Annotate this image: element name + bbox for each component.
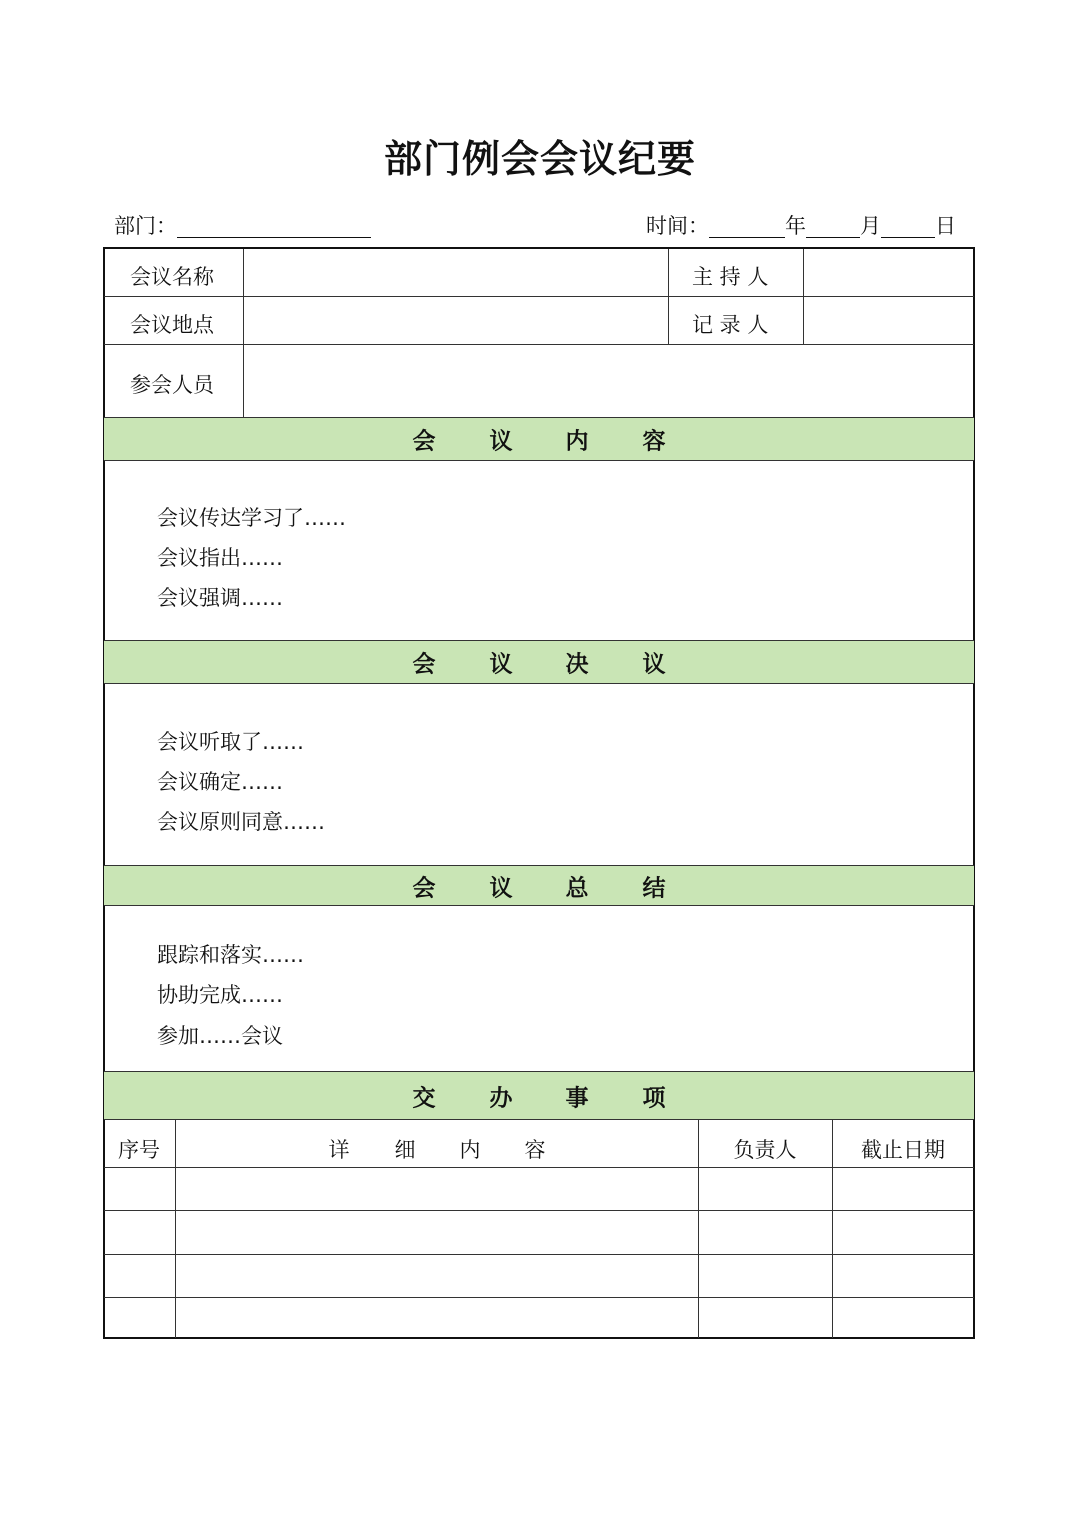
section-title-char: 议 <box>642 651 666 678</box>
section-header-summary <box>104 865 974 906</box>
task-header-index: 序号 <box>118 1138 160 1162</box>
month-label: 月 <box>860 214 881 238</box>
section-title-char: 结 <box>642 875 666 901</box>
section-title-char: 事 <box>565 1085 589 1111</box>
section-header-resolution <box>104 640 974 684</box>
year-blank[interactable] <box>709 215 785 238</box>
summary-line-3: 参加……会议 <box>157 1024 283 1048</box>
page-title: 部门例会会议纪要 <box>383 137 696 181</box>
location-label: 会议地点 <box>130 313 214 337</box>
time-label: 时间： <box>646 214 709 238</box>
task-header-detail-char: 详 <box>328 1138 350 1162</box>
department-blank[interactable] <box>177 215 371 238</box>
section-title-char: 总 <box>565 875 589 901</box>
year-label: 年 <box>785 214 806 238</box>
task-header-detail-char: 容 <box>524 1138 546 1162</box>
section-title-char: 议 <box>489 651 513 678</box>
attendees-input[interactable] <box>244 345 973 417</box>
meeting-name-input[interactable] <box>244 249 668 296</box>
section-title-char: 决 <box>565 651 589 678</box>
month-blank[interactable] <box>806 215 860 238</box>
day-blank[interactable] <box>881 215 935 238</box>
task-header-owner: 负责人 <box>733 1138 797 1162</box>
task-header-deadline: 截止日期 <box>861 1138 945 1162</box>
task-row-2[interactable] <box>104 1211 974 1254</box>
section-title-char: 交 <box>412 1085 436 1111</box>
host-label: 主 持 人 <box>692 265 769 289</box>
date-field <box>646 212 956 240</box>
department-field <box>114 212 371 240</box>
content-line-1: 会议传达学习了…… <box>157 506 346 530</box>
task-row-3[interactable] <box>104 1255 974 1297</box>
recorder-input[interactable] <box>804 297 973 344</box>
meeting-name-label: 会议名称 <box>130 265 214 289</box>
attendees-label: 参会人员 <box>130 373 214 397</box>
section-title-char: 会 <box>412 651 436 678</box>
section-title-char: 会 <box>412 428 436 455</box>
day-label: 日 <box>935 214 956 238</box>
section-title-char: 议 <box>489 875 513 901</box>
content-line-2: 会议指出…… <box>157 546 283 570</box>
task-header-detail-char: 细 <box>394 1138 416 1162</box>
department-label: 部门： <box>114 214 177 238</box>
section-title-char: 会 <box>412 875 436 901</box>
section-title-char: 办 <box>489 1085 513 1111</box>
location-input[interactable] <box>244 297 668 344</box>
recorder-label: 记 录 人 <box>692 313 769 337</box>
summary-line-1: 跟踪和落实…… <box>157 943 304 967</box>
task-row-4[interactable] <box>104 1298 974 1338</box>
host-input[interactable] <box>804 249 973 296</box>
content-line-3: 会议强调…… <box>157 586 283 610</box>
task-header-detail-char: 内 <box>459 1138 481 1162</box>
task-row-1[interactable] <box>104 1168 974 1210</box>
section-title-char: 议 <box>489 428 513 455</box>
resolution-line-2: 会议确定…… <box>157 770 283 794</box>
section-title-char: 容 <box>642 428 666 455</box>
section-title-char: 项 <box>642 1085 666 1111</box>
divider <box>668 249 669 345</box>
section-header-tasks <box>104 1071 974 1120</box>
summary-line-2: 协助完成…… <box>157 983 283 1007</box>
section-title-char: 内 <box>565 428 589 455</box>
resolution-line-1: 会议听取了…… <box>157 730 304 754</box>
section-header-content <box>104 417 974 461</box>
resolution-line-3: 会议原则同意…… <box>157 810 325 834</box>
